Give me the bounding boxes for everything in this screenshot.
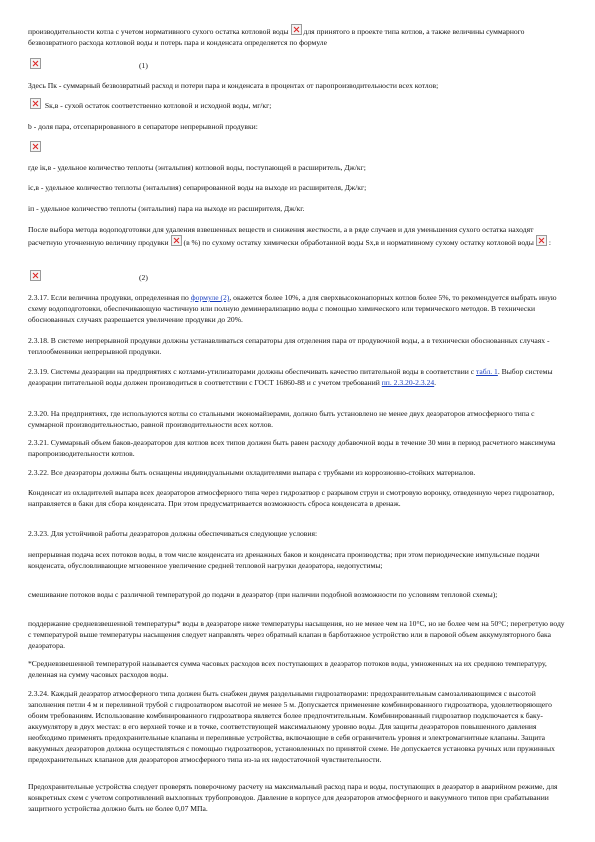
equation-number-1: (1) <box>139 61 148 70</box>
formula-image-icon <box>30 141 41 152</box>
paragraph-2-3-18: 2.3.18. В системе непрерывной продувки должны устанавливаться сепараторы для отделения пара от продувочной воды, а в технически обоснованных случаях - теплообменники непрерывной продувки. <box>28 336 550 356</box>
paragraph-b: b - доля пара, отсепарированного в сепараторе непрерывной продувки: <box>28 122 258 131</box>
paragraph-2-3-20: 2.3.20. На предприятиях, где используются котлы со стальными экономайзерами, должно быть установлено не менее двух деаэраторов атмосферного типа с суммарной производительностью, равной производительности всех котлов. <box>28 409 535 429</box>
formula-image-icon <box>30 270 41 281</box>
text-intro-a: производительности котла с учетом нормативного сухого остатка котловой воды <box>28 27 289 36</box>
text-2-3-19-c: . <box>434 378 437 387</box>
text-blowdown-a: После выбора метода водоподготовки для удаления взвешенных веществ и снижения жесткости, а в ряде случаев и для уменьшения сухого остатка находят расчетную уточненную величину продувки <box>28 225 534 247</box>
paragraph-2-3-21: 2.3.21. Суммарный объем баков-деаэраторов для котлов всех типов должен быть равен расходу добавочной воды в течение 30 мин в период расчетного максимума паропроизводительности котлов. <box>28 438 556 458</box>
formula-image-icon <box>30 58 41 69</box>
paragraph-pk: Здесь Пк - суммарный безвозвратный расход и потери пара и конденсата в процентах от паропроизводительности всех котлов; <box>28 81 439 90</box>
paragraph-continuous-feed: непрерывная подача всех потоков воды, в том числе конденсата из дренажных баков и конденсата производства; при этом периодические импульсные подачи конденсата, обусловливающие мгновенное увеличение средней тепловой нагрузки деаэратора, недопустимы; <box>28 550 540 570</box>
paragraph-sk <box>28 98 568 111</box>
paragraph-temperature: поддержание средневзвешенной температуры* воды в деаэраторе ниже температуры насыщения, но не менее чем на 10°С, но не более чем на 50°С; перегретую воду с температурой выше температуры насыщения следует направлять через обратный клапан в барботажное устройство или в паровой объем аккумуляторного бака деаэратора. <box>28 619 565 650</box>
paragraph-isv: iс,в - удельное количество теплоты (энтальпия) сепарированной воды на выходе из расширителя, Дж/кг; <box>28 183 367 192</box>
formula-2-link[interactable]: формуле (2) <box>190 293 230 302</box>
clauses-link[interactable]: пп. 2.3.20-2.3.24 <box>381 378 435 387</box>
text-2-3-17-b: , окажется более 10%, а для сверхвысоконапорных котлов более 5%, то рекомендуется выбрать иную схему водоподготовки, обеспечивающую частичную или полную деминерализацию воды с помощью химического или термического методов. В технически обоснованных случаях разрешается увеличение продувки до 20%. <box>28 293 557 324</box>
paragraph-2-3-19 <box>28 366 568 388</box>
paragraph-safety-devices: Предохранительные устройства следует проверять поверочному расчету на максимальный расход пара и воды, поступающих в деаэратор в аварийном режиме, для конкретных схем с учетом сопротивлений выхлопных трубопроводов. Давление в корпусе для деаэраторов атмосферного и вакуумного типов при срабатывании защитного устройства должно быть не более 0,07 МПа. <box>28 782 558 813</box>
paragraph-ip: iп - удельное количество теплоты (энтальпия) пара на выходе из расширителя, Дж/кг. <box>28 204 305 213</box>
paragraph-ikv: где iк,в - удельное количество теплоты (энтальпия) котловой воды, поступающей в расширитель, Дж/кг; <box>28 163 366 172</box>
paragraph-2-3-22: 2.3.22. Все деаэраторы должны быть оснащены индивидуальными охладителями выпара с трубками из коррозионно-стойких материалов. <box>28 468 476 477</box>
paragraph-2-3-23: 2.3.23. Для устойчивой работы деаэраторов должны обеспечиваться следующие условия: <box>28 529 318 538</box>
equation-number-2: (2) <box>139 273 148 282</box>
equation-2 <box>28 270 568 283</box>
paragraph-footnote: *Средневзвешенной температурой называется сумма часовых расходов всех поступающих в деаэратор потоков воды, умноженных на их среднюю температуру, деленная на сумму часовых расходов воды. <box>28 659 547 679</box>
text-sk: Sк,в - сухой остаток соответственно котловой и исходной воды, мг/кг; <box>44 101 272 110</box>
formula-image-icon <box>536 235 547 246</box>
table-1-link[interactable]: табл. 1 <box>476 367 498 376</box>
text-blowdown-c: : <box>548 238 551 247</box>
formula-image-icon <box>291 24 302 35</box>
text-2-3-19-a: 2.3.19. Системы деаэрации на предприятиях с котлами-утилизаторами должны обеспечивать качество питательной воды в соответствии с <box>28 367 475 376</box>
text-2-3-19-b: . Выбор системы деаэрации питательной воды должен производиться в соответствии с ГОСТ 16860-88 и с учетом требований <box>28 367 553 387</box>
text-blowdown-b: (в %) по сухому остатку химически обработанной воды Sх,в и нормативному сухому остатку котловой воды <box>183 238 534 247</box>
text-2-3-17-a: 2.3.17. Если величина продувки, определенная по <box>28 293 189 302</box>
equation-1 <box>28 58 568 71</box>
paragraph-mixing: смешивание потоков воды с различной температурой до подачи в деаэратор (при наличии подобной возможности по условиям тепловой схемы); <box>28 590 498 599</box>
formula-b-image <box>28 141 568 154</box>
paragraph-condensate: Конденсат из охладителей выпара всех деаэраторов атмосферного типа через гидрозатвор с разрывом струи и смотровую воронку, отведенную через гидрозатвор, направляется в баки для сбора конденсата. При этом предусматривается возможность сброса конденсата в дренаж. <box>28 488 555 508</box>
paragraph-2-3-24: 2.3.24. Каждый деаэратор атмосферного типа должен быть снабжен двумя раздельными гидрозатворами: предохранительным самозаливающимся с высотой заполнения петли 4 м и переливной трубой с гидрозатвором высотой не менее 5 м. Допускается применение комбинированного гидрозатвора, удовлетворяющего обоим требованиям. Использование комбинированного гидрозатвора является более предпочтительным. Комбинированный гидрозатвор подключается к баку-аккумулятору в двух местах: в его верхней точке и в точке, соответствующей максимальному уровню воды. Для защиты деаэраторов повышенного давления необходимо применять предохранительные клапаны и переливные устройства, включающие в себя ограничитель уровня и электромагнитные клапаны. Защита вакуумных деаэраторов должна осуществляться с помощью гидрозатворов, установленных по принятой схеме. Не допускается установка ручных или пружинных предохранительных клапанов для деаэраторов атмосферного типа из-за их недостаточной чувствительности. <box>28 689 555 764</box>
paragraph-intro <box>28 24 568 48</box>
formula-image-icon <box>171 235 182 246</box>
paragraph-2-3-17 <box>28 292 568 325</box>
paragraph-blowdown <box>28 224 568 248</box>
formula-image-icon <box>30 98 41 109</box>
text-intro-b: для принятого в проекте типа котлов, а также величины суммарного безвозвратного расхода котловой воды и потерь пара и конденсата определяется по формуле <box>28 27 525 47</box>
